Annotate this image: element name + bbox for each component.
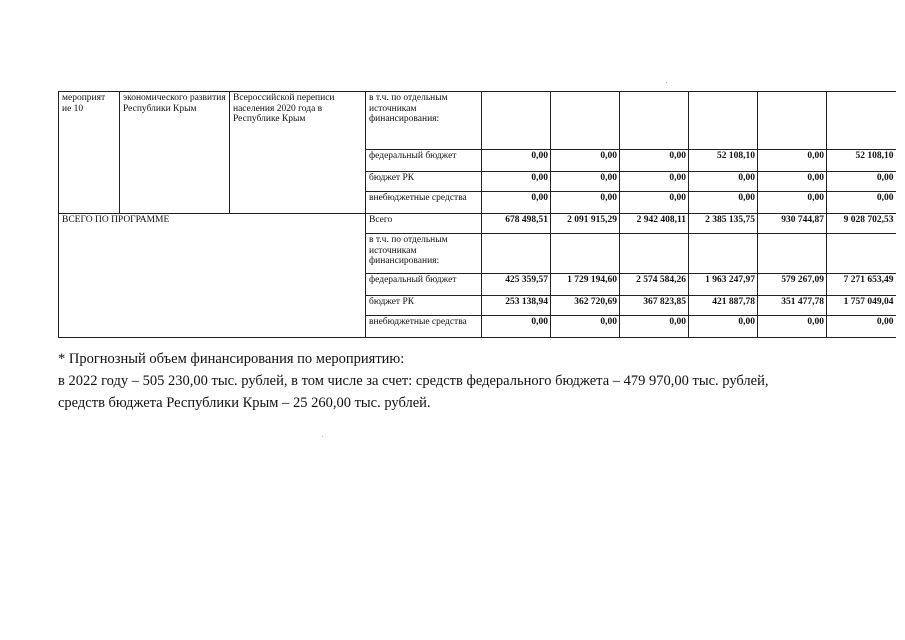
- value-cell: [551, 92, 620, 150]
- value-cell: 0,00: [689, 192, 758, 214]
- value-cell: 0,00: [551, 192, 620, 214]
- table-row: [59, 214, 896, 234]
- value-cell: [620, 234, 689, 274]
- funding-source-label: бюджет РК: [366, 296, 482, 316]
- value-cell: [551, 234, 620, 274]
- event-number-cell: мероприят ие 10: [59, 92, 120, 214]
- funding-source-label: федеральный бюджет: [366, 150, 482, 172]
- value-cell: 52 108,10: [689, 150, 758, 172]
- value-cell: [689, 92, 758, 150]
- value-cell: 0,00: [482, 192, 551, 214]
- value-cell: [758, 92, 827, 150]
- value-cell: 425 359,57: [482, 274, 551, 296]
- value-cell: [827, 234, 896, 274]
- value-cell: [758, 234, 827, 274]
- event-name-cell: Всероссийской переписи населения 2020 года в Республике Крым: [230, 92, 366, 214]
- value-cell: 1 963 247,97: [689, 274, 758, 296]
- table-row: [59, 92, 896, 150]
- value-cell: 930 744,87: [758, 214, 827, 234]
- value-cell: [482, 92, 551, 150]
- financing-table-body: [59, 92, 896, 338]
- value-cell: 367 823,85: [620, 296, 689, 316]
- funding-source-label: бюджет РК: [366, 172, 482, 192]
- value-cell: 579 267,09: [758, 274, 827, 296]
- funding-source-label: внебюджетные средства: [366, 316, 482, 338]
- footnote-line-1: * Прогнозный объем финансирования по мероприятию:: [58, 351, 405, 367]
- footnote-line-2: в 2022 году – 505 230,00 тыс. рублей, в том числе за счет: средств федерального бюджета – 479 970,00 тыс. рублей,: [58, 373, 769, 389]
- value-cell: 0,00: [689, 316, 758, 338]
- value-cell: [620, 92, 689, 150]
- value-cell: 678 498,51: [482, 214, 551, 234]
- funding-source-label: федеральный бюджет: [366, 274, 482, 296]
- value-cell: 0,00: [482, 150, 551, 172]
- value-cell: 0,00: [620, 316, 689, 338]
- value-cell: 2 574 584,26: [620, 274, 689, 296]
- value-cell: 0,00: [551, 150, 620, 172]
- value-cell: 0,00: [482, 316, 551, 338]
- value-cell: 0,00: [827, 172, 896, 192]
- value-cell: [827, 92, 896, 150]
- value-cell: 362 720,69: [551, 296, 620, 316]
- executor-cell: экономического развития Республики Крым: [120, 92, 230, 214]
- value-cell: 421 887,78: [689, 296, 758, 316]
- scan-speck: [666, 82, 667, 83]
- value-cell: 1 757 049,04: [827, 296, 896, 316]
- value-cell: 351 477,78: [758, 296, 827, 316]
- value-cell: 7 271 653,49: [827, 274, 896, 296]
- value-cell: 0,00: [551, 172, 620, 192]
- value-cell: 0,00: [551, 316, 620, 338]
- value-cell: 0,00: [758, 150, 827, 172]
- value-cell: 0,00: [827, 192, 896, 214]
- value-cell: 2 942 408,11: [620, 214, 689, 234]
- scan-speck: [322, 436, 323, 437]
- value-cell: [689, 234, 758, 274]
- value-cell: 0,00: [758, 192, 827, 214]
- value-cell: 2 385 135,75: [689, 214, 758, 234]
- program-total-title: ВСЕГО ПО ПРОГРАММЕ: [59, 214, 366, 338]
- value-cell: 0,00: [620, 150, 689, 172]
- value-cell: 2 091 915,29: [551, 214, 620, 234]
- value-cell: 1 729 194,60: [551, 274, 620, 296]
- value-cell: 0,00: [758, 172, 827, 192]
- value-cell: 253 138,94: [482, 296, 551, 316]
- value-cell: [482, 234, 551, 274]
- funding-source-label: в т.ч. по отдельным источникам финансирования:: [366, 234, 482, 274]
- funding-source-label: Всего: [366, 214, 482, 234]
- value-cell: 0,00: [758, 316, 827, 338]
- value-cell: 0,00: [620, 192, 689, 214]
- value-cell: 0,00: [827, 316, 896, 338]
- value-cell: 0,00: [620, 172, 689, 192]
- funding-source-label: внебюджетные средства: [366, 192, 482, 214]
- footnote-line-3: средств бюджета Республики Крым – 25 260,00 тыс. рублей.: [58, 395, 431, 411]
- value-cell: 0,00: [689, 172, 758, 192]
- footnote: [58, 348, 888, 414]
- value-cell: 52 108,10: [827, 150, 896, 172]
- financing-table: [58, 91, 896, 338]
- value-cell: 0,00: [482, 172, 551, 192]
- funding-source-label: в т.ч. по отдельным источникам финансирования:: [366, 92, 482, 150]
- value-cell: 9 028 702,53: [827, 214, 896, 234]
